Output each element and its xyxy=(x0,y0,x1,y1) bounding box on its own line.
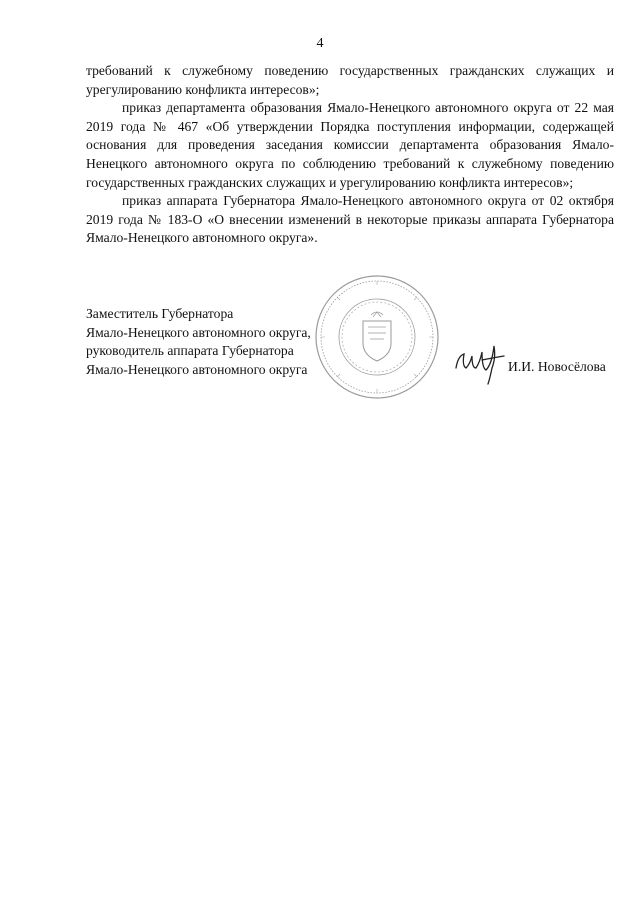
document-body xyxy=(86,62,614,248)
signatory-title-line: Ямало-Ненецкого автономного округа xyxy=(86,361,308,377)
handwritten-signature-icon xyxy=(452,338,508,386)
paragraph-order-467: приказ департамента образования Ямало-Ненецкого автономного округа от 22 мая 2019 года № 467 «Об утверждении Порядка поступления информации, содержащей основания для проведения заседания комиссии департамента образования Ямало-Ненецкого автономного округа по соблюдению требований к служебному поведению государственных гражданских служащих и урегулированию конфликта интересов»; xyxy=(86,100,614,190)
page-number: 4 xyxy=(316,36,324,51)
signatory-name: И.И. Новосёлова xyxy=(508,359,606,374)
paragraph-continuation: требований к служебному поведению государственных гражданских служащих и урегулированию конфликта интересов»; xyxy=(86,63,614,97)
signatory-title xyxy=(86,305,311,379)
official-seal-icon xyxy=(313,273,441,401)
signatory-title-line: Заместитель Губернатора xyxy=(86,306,234,321)
signatory-title-line: Ямало-Ненецкого автономного округа, xyxy=(86,324,311,340)
paragraph-order-183: приказ аппарата Губернатора Ямало-Ненецкого автономного округа от 02 октября 2019 года № 183-О «О внесении изменений в некоторые приказы аппарата Губернатора Ямало-Ненецкого автономного округа». xyxy=(86,193,614,246)
signatory-title-line: руководитель аппарата Губернатора xyxy=(86,343,294,359)
